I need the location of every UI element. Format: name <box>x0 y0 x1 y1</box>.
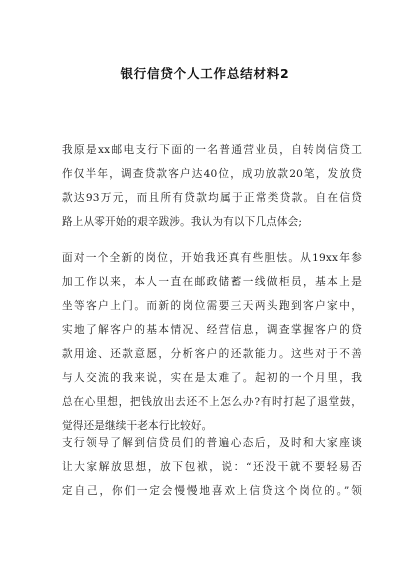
paragraph-1 <box>62 138 362 234</box>
paragraph-line: 款用途、还款意愿，分析客户的还款能力。这些对于不善 <box>62 348 362 360</box>
paragraph-line: 实地了解客户的基本情况、经营信息，调查掌握客户的贷 <box>62 324 362 336</box>
paragraph-line: 加工作以来，本人一直在邮政储蓄一线做柜员，基本上是 <box>62 276 362 288</box>
paragraph-line: 总在心里想，把钱放出去还不上怎么办?有时打起了退堂鼓， <box>62 396 362 408</box>
paragraph-line: 定自己，你们一定会慢慢地喜欢上信贷这个岗位的。”领 <box>62 485 362 497</box>
paragraph-line: 与人交流的我来说，实在是太难了。起初的一个月里，我 <box>62 372 362 384</box>
paragraph-line: 觉得还是继续干老本行比较好。 <box>62 420 213 432</box>
paragraph-line: 我原是xx邮电支行下面的一名普通营业员，自转岗信贷工 <box>62 144 362 156</box>
document-title: 银行信贷个人工作总结材料2 <box>120 66 290 81</box>
paragraph-2 <box>62 246 362 438</box>
paragraph-line: 作仅半年，调查贷款客户达40位，成功放款20笔，发放贷 <box>62 168 362 180</box>
paragraph-line: 面对一个全新的岗位，开始我还真有些胆怯。从19xx年参 <box>62 252 362 264</box>
paragraph-line: 路上从零开始的艰辛跋涉。我认为有以下几点体会; <box>62 216 303 228</box>
paragraph-line: 支行领导了解到信贷员们的普遍心态后，及时和大家座谈 <box>62 437 362 449</box>
paragraph-3 <box>62 431 362 503</box>
paragraph-line: 坐等客户上门。而新的岗位需要三天两头跑到客户家中， <box>62 300 362 312</box>
paragraph-line: 让大家解放思想，放下包袱，说：“还没干就不要轻易否 <box>62 461 362 473</box>
paragraph-line: 款达93万元，而且所有贷款均属于正常类贷款。自在信贷 <box>62 192 362 204</box>
